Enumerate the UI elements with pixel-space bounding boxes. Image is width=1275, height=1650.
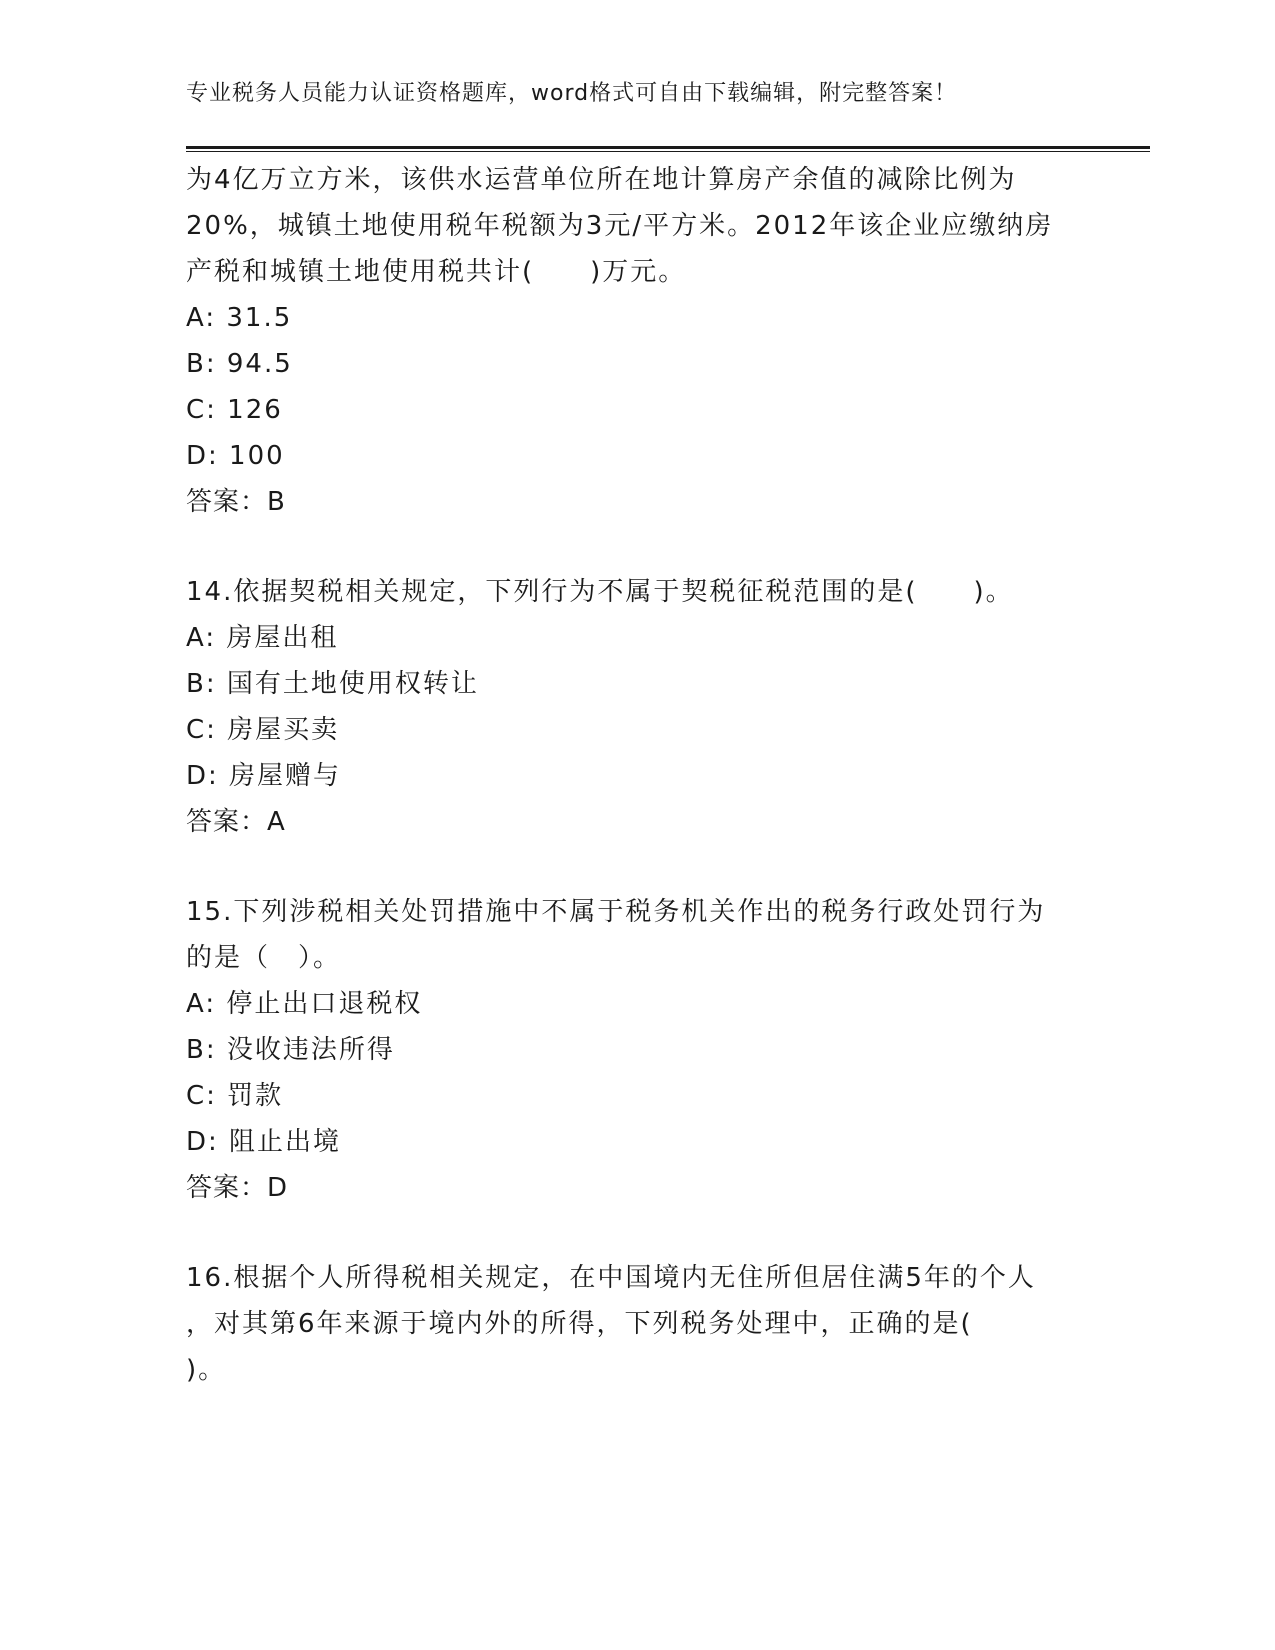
- answer-line: 答案：D: [186, 1173, 289, 1203]
- question-stem-line: 15.下列涉税相关处罚措施中不属于税务机关作出的税务行政处罚行为: [186, 897, 1046, 927]
- spacer: [186, 845, 1086, 889]
- option-a: A: 31.5: [186, 303, 293, 333]
- question-stem-line: 的是（ ）。: [186, 943, 342, 973]
- question-14: [186, 569, 1086, 845]
- question-15: [186, 889, 1086, 1211]
- question-stem-line: ，对其第6年来源于境内外的所得，下列税务处理中，正确的是(: [186, 1309, 973, 1339]
- header-divider: [186, 146, 1150, 152]
- option-b: B: 94.5: [186, 349, 293, 379]
- spacer: [186, 1211, 1086, 1255]
- spacer: [186, 525, 1086, 569]
- option-d: D: 100: [186, 441, 285, 471]
- question-stem-line: 20%，城镇土地使用税年税额为3元/平方米。2012年该企业应缴纳房: [186, 211, 1054, 241]
- question-stem-line: )。: [186, 1355, 227, 1385]
- option-b: B: 国有土地使用权转让: [186, 669, 479, 699]
- question-stem-line: 14.依据契税相关规定，下列行为不属于契税征税范围的是( )。: [186, 577, 1014, 607]
- question-stem-line: 为4亿万立方米，该供水运营单位所在地计算房产余值的减除比例为: [186, 165, 1017, 195]
- option-d: D: 阻止出境: [186, 1127, 342, 1157]
- option-c: C: 房屋买卖: [186, 715, 340, 745]
- question-stem-line: 产税和城镇土地使用税共计( )万元。: [186, 257, 687, 287]
- option-a: A: 房屋出租: [186, 623, 339, 653]
- option-b: B: 没收违法所得: [186, 1035, 395, 1065]
- answer-line: 答案：B: [186, 487, 286, 517]
- page-header: 专业税务人员能力认证资格题库，word格式可自由下载编辑，附完整答案！: [186, 81, 958, 106]
- answer-line: 答案：A: [186, 807, 286, 837]
- option-c: C: 126: [186, 395, 283, 425]
- question-16: [186, 1255, 1086, 1393]
- option-d: D: 房屋赠与: [186, 761, 342, 791]
- option-a: A: 停止出口退税权: [186, 989, 423, 1019]
- question-stem-line: 16.根据个人所得税相关规定，在中国境内无住所但居住满5年的个人: [186, 1263, 1036, 1293]
- question-13: [186, 157, 1086, 525]
- option-c: C: 罚款: [186, 1081, 284, 1111]
- document-body: [186, 157, 1086, 1393]
